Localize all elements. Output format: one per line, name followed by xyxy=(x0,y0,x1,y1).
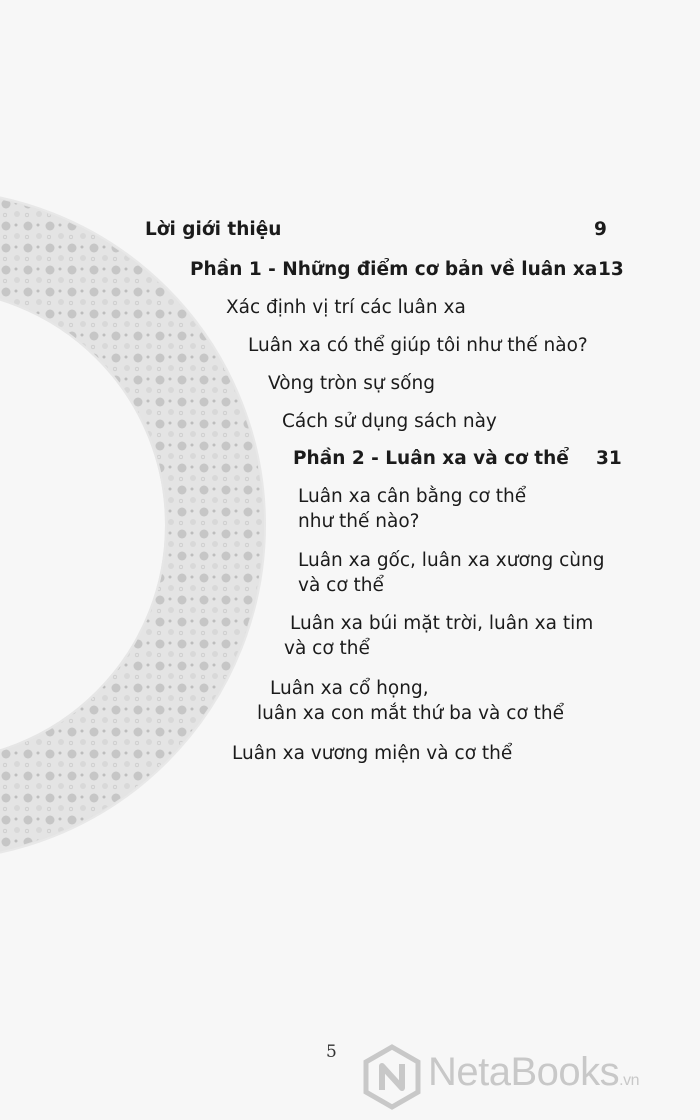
toc-part2-page: 31 xyxy=(596,448,622,469)
toc-intro-page: 9 xyxy=(594,219,607,240)
toc-item: Luân xa cổ họng, xyxy=(270,678,429,699)
page-number: 5 xyxy=(326,1042,337,1062)
toc-item: Luân xa gốc, luân xa xương cùng xyxy=(298,550,605,571)
toc-part1-title: Phần 1 - Những điểm cơ bản về luân xa xyxy=(190,259,598,280)
toc-item: Luân xa búi mặt trời, luân xa tim xyxy=(290,613,594,634)
toc-item-continued: như thế nào? xyxy=(298,511,420,532)
toc-part1-page: 13 xyxy=(598,259,624,280)
toc-item: Luân xa vương miện và cơ thể xyxy=(232,743,513,764)
watermark-text xyxy=(428,1050,639,1095)
netabooks-watermark xyxy=(362,1044,700,1114)
toc-item: Cách sử dụng sách này xyxy=(282,411,497,432)
watermark-suffix: .vn xyxy=(619,1072,640,1089)
toc-item-continued: và cơ thể xyxy=(284,638,370,659)
toc-item-continued: luân xa con mắt thứ ba và cơ thể xyxy=(257,703,565,724)
neta-logo-icon xyxy=(362,1044,422,1110)
watermark-brand: NetaBooks xyxy=(428,1050,620,1094)
toc-item: Vòng tròn sự sống xyxy=(268,373,435,394)
toc-intro-title: Lời giới thiệu xyxy=(145,219,282,240)
toc-item-continued: và cơ thể xyxy=(298,575,384,596)
toc-item: Luân xa có thể giúp tôi như thế nào? xyxy=(248,335,588,356)
toc-item: Luân xa cân bằng cơ thể xyxy=(298,486,527,507)
toc-item: Xác định vị trí các luân xa xyxy=(226,297,466,318)
toc-part2-title: Phần 2 - Luân xa và cơ thể xyxy=(293,448,569,469)
